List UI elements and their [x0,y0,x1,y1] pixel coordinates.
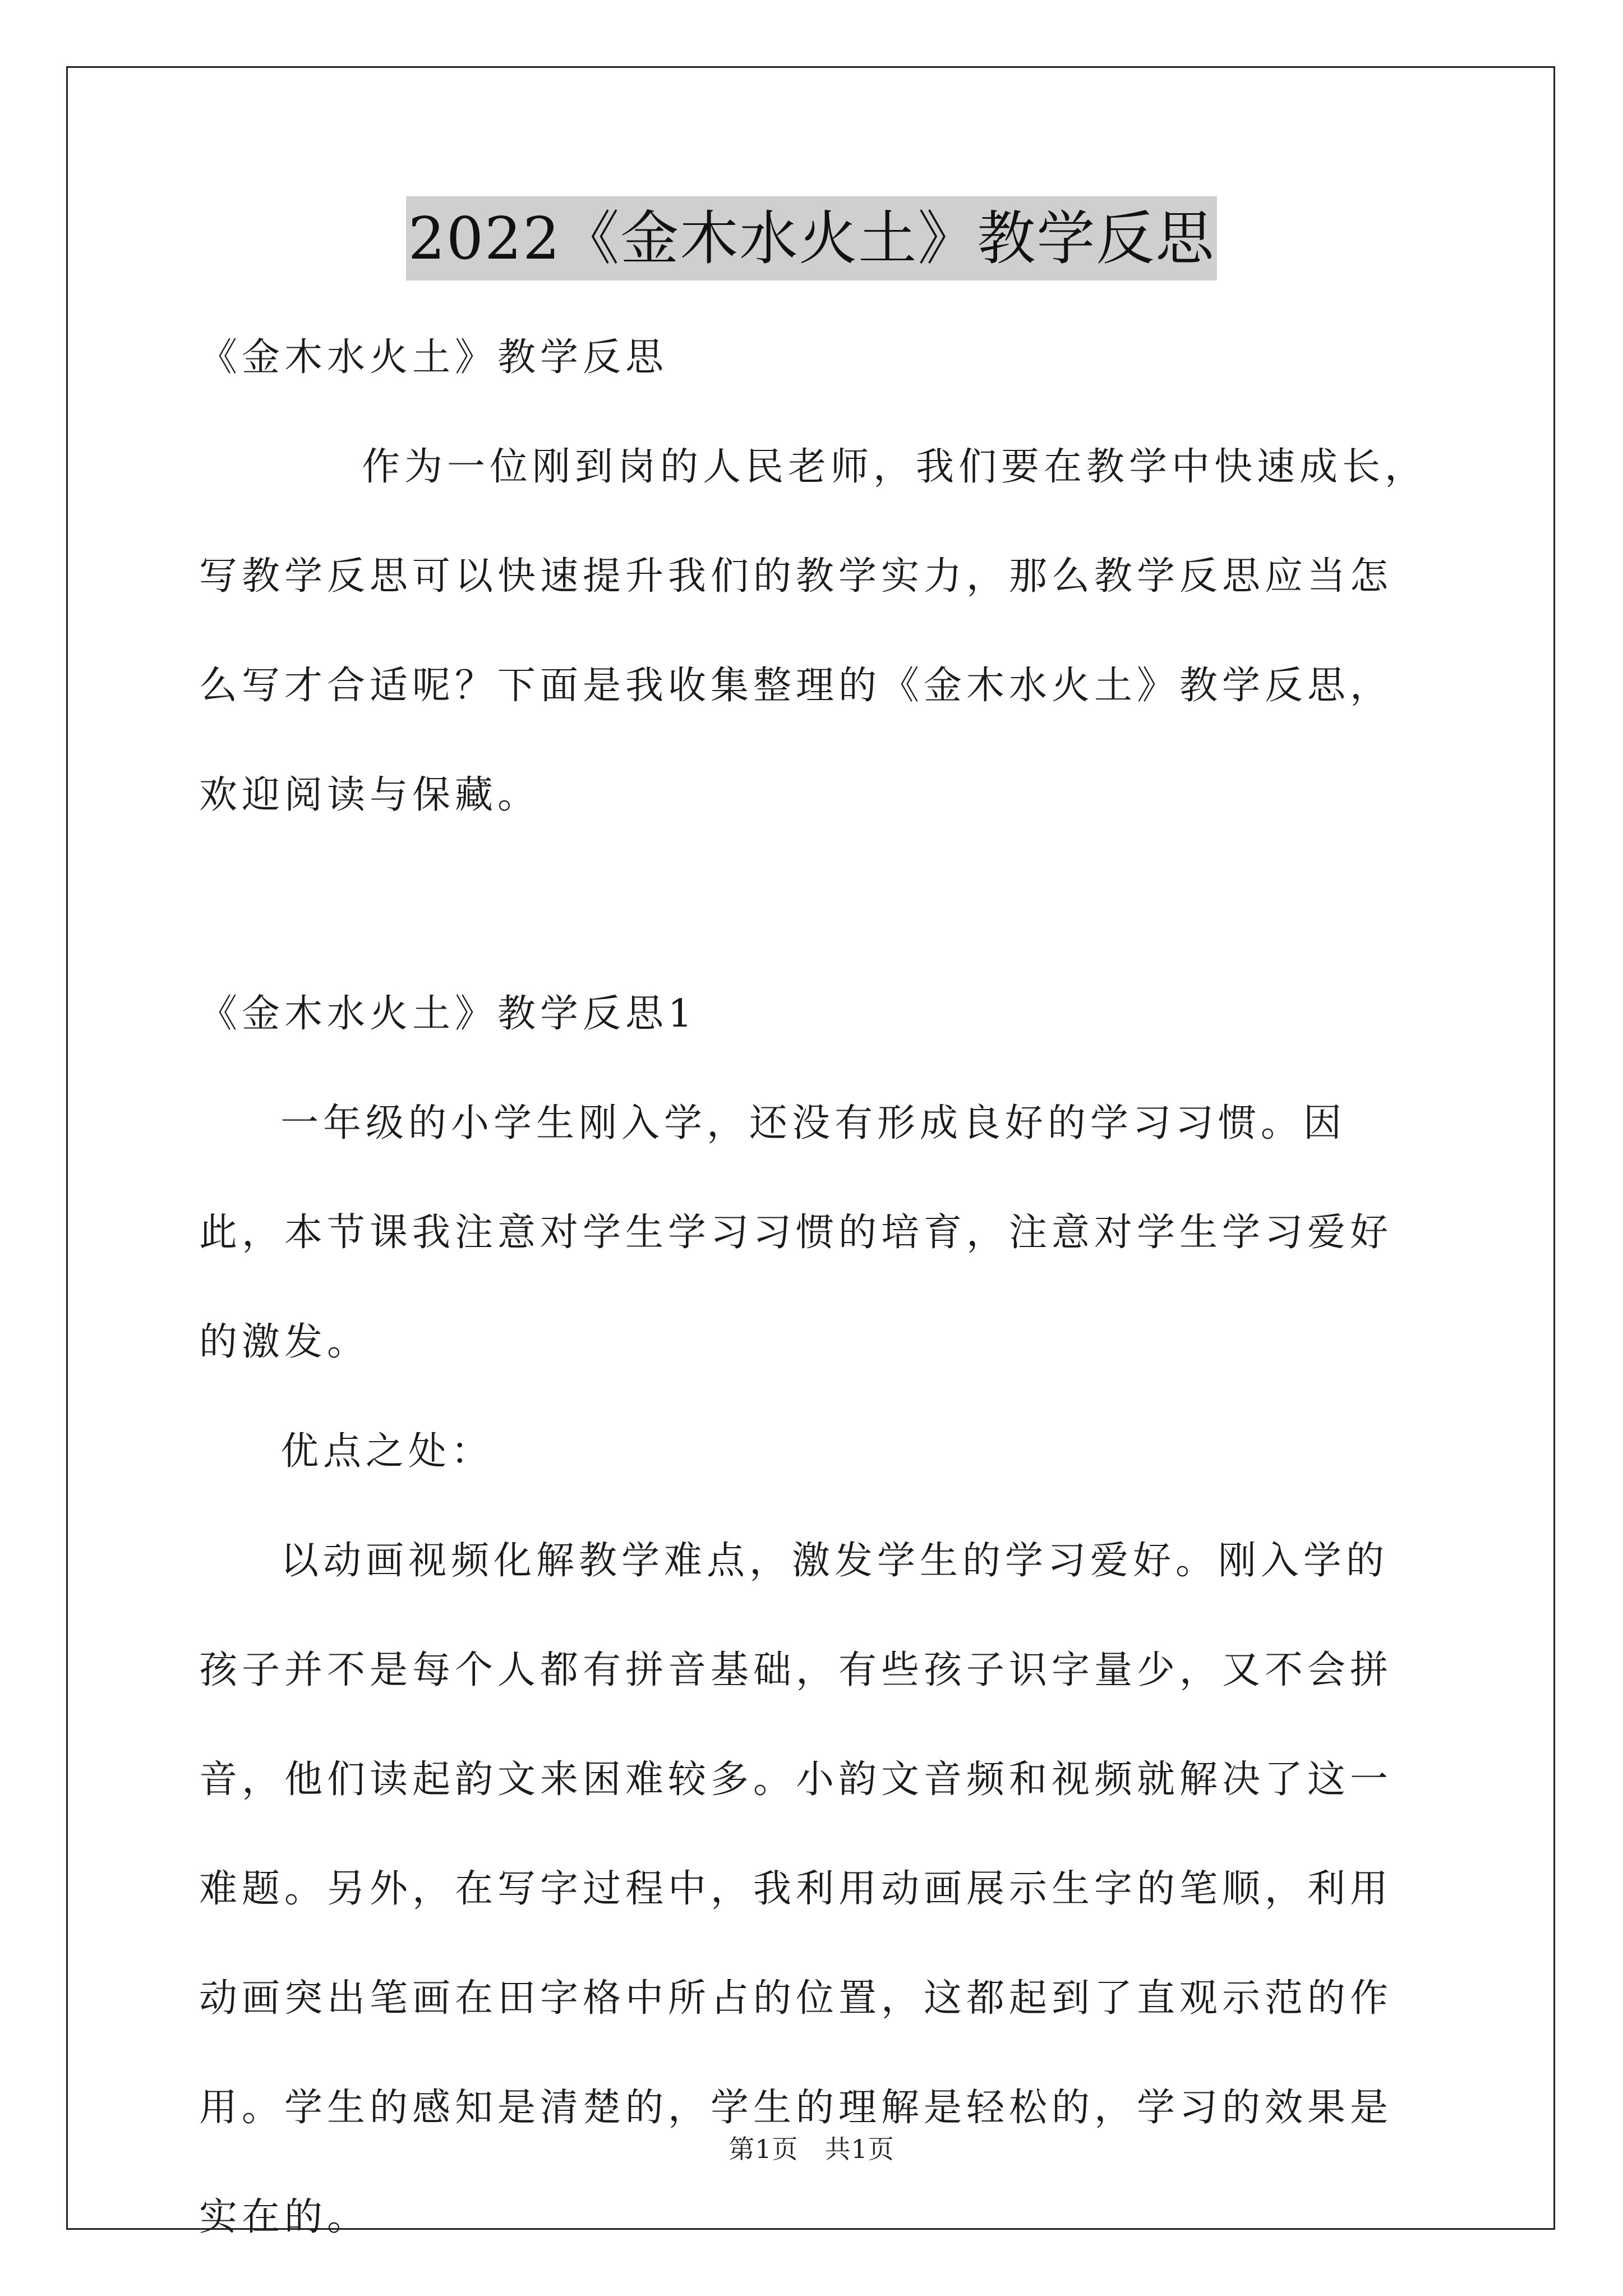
body-paragraph: 优点之处： [280,1429,494,1474]
body-paragraph: 以动画视频化解教学难点，激发学生的学习爱好。刚入学的孩子并不是每个人都有拼音基础，有些孩子识字量少，又不会拼音，他们读起韵文来困难较多。小韵文音频和视频就解决了这一难题。另外，在写字过程中，我利用动画展示生字的笔顺，利用动画突出笔画在田字格中所占的位置，这都起到了直观示范的作用。学生的感知是清楚的，学生的理解是轻松的，学习的效果是实在的。 [199,1539,1393,2239]
intro-paragraph: 作为一位刚到岗的人民老师，我们要在教学中快速成长，写教学反思可以快速提升我们的教学实力，那么教学反思应当怎么写才合适呢？下面是我收集整理的《金木水火土》教学反思，欢迎阅读与保藏。 [199,445,1428,817]
section-heading: 《金木水火土》教学反思1 [199,992,697,1036]
title-area [0,196,1623,280]
page-footer: 第1页 共1页 [728,2134,895,2164]
document-subtitle: 《金木水火土》教学反思 [199,335,668,380]
spacer [199,850,1427,959]
document-body [199,303,1427,2272]
document-title: 2022《金木水火土》教学反思 [406,196,1218,280]
body-paragraph: 一年级的小学生刚入学，还没有形成良好的学习习惯。因此，本节课我注意对学生学习习惯的培育，注意对学生学习爱好的激发。 [199,1101,1393,1364]
